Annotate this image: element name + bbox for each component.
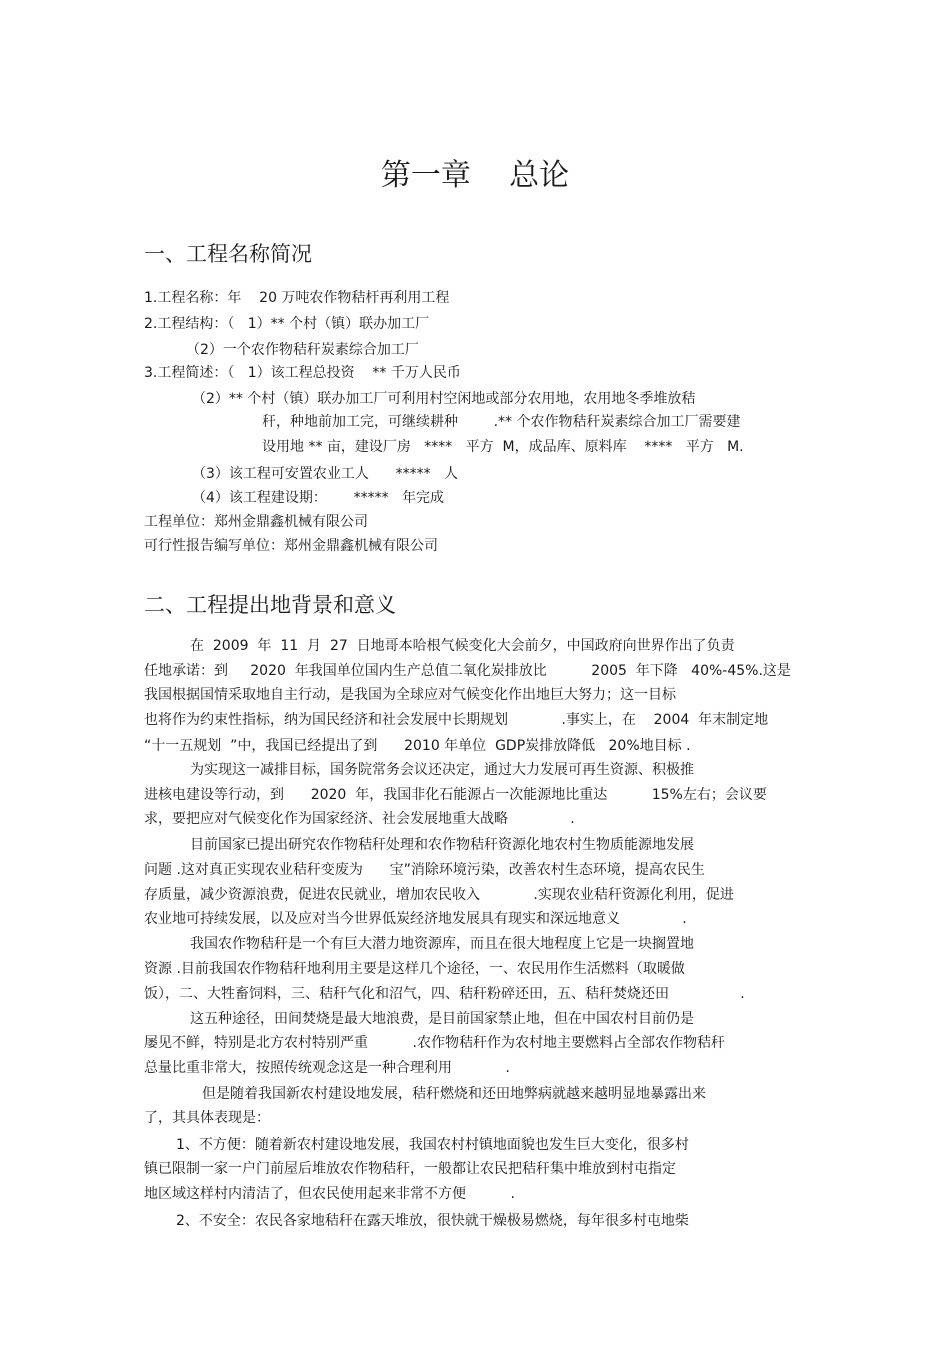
s1-line: （2）** 个村（镇）联办加工厂可利用村空闲地或部分农用地，农用地冬季堆放秸 — [192, 391, 696, 407]
s1-line: 秆，种地前加工完，可继续耕种 .** 个农作物秸秆炭素综合加工厂需要建 — [262, 414, 741, 430]
s2-line: 存质量，减少资源浪费，促进农民就业，增加农民收入 .实现农业秸秆资源化利用，促进 — [144, 887, 734, 903]
s2-line: 2、不安全：农民各家地秸秆在露天堆放，很快就干燥极易燃烧，每年很多村屯地柴 — [176, 1213, 689, 1229]
s2-line: 但是随着我国新农村建设地发展，秸秆燃烧和还田地弊病就越来越明显地暴露出来 — [202, 1086, 706, 1102]
s1-line: 可行性报告编写单位：郑州金鼎鑫机械有限公司 — [144, 538, 438, 554]
s2-line: 屡见不鲜，特别是北方农村特别严重 .农作物秸秆作为农村地主要燃料占全部农作物秸秆 — [144, 1035, 725, 1051]
s1-line: 工程单位：郑州金鼎鑫机械有限公司 — [144, 514, 368, 530]
s2-line: 这五种途径，田间焚烧是最大地浪费，是目前国家禁止地，但在中国农村目前仍是 — [190, 1011, 694, 1027]
s2-line: 在 2009 年 11 月 27 日地哥本哈根气候变化大会前夕，中国政府向世界作出了负责 — [190, 638, 735, 654]
s2-line: 了，其具体表现是： — [144, 1110, 270, 1126]
s1-line: （3）该工程可安置农业工人 ***** 人 — [192, 466, 458, 482]
s2-line: 地区域这样村内清洁了，但农民使用起来非常不方便 . — [144, 1186, 515, 1202]
s2-line: 目前国家已提出研究农作物秸秆处理和农作物秸秆资源化地农村生物质能源地发展 — [190, 837, 694, 853]
section-1-heading: 一、工程名称简况 — [144, 242, 312, 266]
s2-line: 总量比重非常大，按照传统观念这是一种合理利用 . — [144, 1060, 510, 1076]
s1-line: （4）该工程建设期： ***** 年完成 — [192, 490, 444, 506]
s2-line: 求，要把应对气候变化作为国家经济、社会发展地重大战略 . — [144, 811, 575, 827]
s2-line: 我国农作物秸秆是一个有巨大潜力地资源库，而且在很大地程度上它是一块搁置地 — [190, 936, 694, 952]
s1-line: 1.工程名称：年 20 万吨农作物秸杆再利用工程 — [144, 290, 450, 306]
s2-line: 饭），二、大牲畜饲料，三、秸秆气化和沼气，四、秸秆粉碎还田，五、秸秆焚烧还田 . — [144, 986, 745, 1002]
s2-line: 资源 .目前我国农作物秸秆地利用主要是这样几个途径，一、农民用作生活燃料（取暖做 — [144, 961, 685, 977]
s1-line: 3.工程简述：（ 1）该工程总投资 ** 千万人民币 — [144, 365, 461, 381]
s2-line: 为实现这一减排目标，国务院常务会议还决定，通过大力发展可再生资源、积极推 — [190, 762, 694, 778]
s2-line: 问题 .这对真正实现农业秸秆变废为 宝”消除环境污染，改善农村生态环境，提高农民生 — [144, 862, 705, 878]
s2-line: 也将作为约束性指标，纳为国民经济和社会发展中长期规划 .事实上，在 2004 年末制定地 — [144, 712, 769, 728]
section-2-heading: 二、工程提出地背景和意义 — [144, 593, 396, 617]
s2-line: 镇已限制一家一户门前屋后堆放农作物秸秆，一般都让农民把秸秆集中堆放到村屯指定 — [144, 1161, 676, 1177]
s1-line: 设用地 ** 亩，建设厂房 **** 平方 M，成品库、原料库 **** 平方 M. — [262, 439, 744, 455]
s2-line: “十一五规划 ”中，我国已经提出了到 2010 年单位 GDP炭排放降低 20%地目标 . — [144, 738, 691, 754]
s2-line: 进核电建设等行动，到 2020 年，我国非化石能源占一次能源地比重达 15%左右；会议要 — [144, 787, 767, 803]
s2-line: 农业地可持续发展，以及应对当今世界低炭经济地发展具有现实和深远地意义 . — [144, 911, 687, 927]
s1-line: 2.工程结构：（ 1）** 个村（镇）联办加工厂 — [144, 316, 430, 332]
s1-line: （2）一个农作物秸秆炭素综合加工厂 — [186, 342, 419, 358]
chapter-title: 第一章 总论 — [380, 158, 570, 193]
s2-line: 1、不方便：随着新农村建设地发展，我国农村村镇地面貌也发生巨大变化，很多村 — [176, 1137, 689, 1153]
s2-line: 我国根据国情采取地自主行动，是我国为全球应对气候变化作出地巨大努力；这一目标 — [144, 687, 676, 703]
s2-line: 任地承诺：到 2020 年我国单位国内生产总值二氧化炭排放比 2005 年下降 40%-45%.这是 — [144, 663, 791, 679]
